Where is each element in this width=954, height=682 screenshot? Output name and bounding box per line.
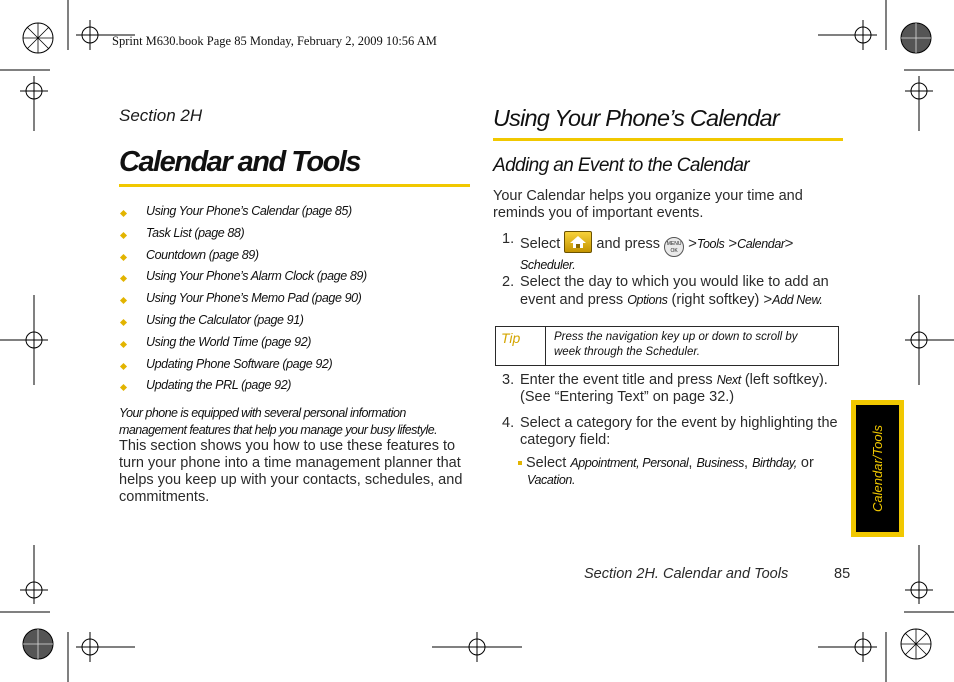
home-key-icon: [564, 231, 592, 253]
diamond-bullet-icon: [120, 275, 127, 282]
calendar-heading: Using Your Phone’s Calendar: [493, 105, 779, 131]
toc-item[interactable]: Updating Phone Software (page 92): [121, 357, 367, 379]
intro-text: This section shows you how to use these features to turn your phone into a time management planner that helps you keep up with your contacts, schedules, and commitments.: [119, 438, 463, 505]
side-tab-label: Calendar/Tools: [870, 425, 885, 512]
section-side-tab[interactable]: [851, 400, 904, 537]
print-header: Sprint M630.book Page 85 Monday, February 2, 2009 10:56 AM: [112, 34, 437, 48]
square-bullet-icon: [518, 461, 522, 465]
step-4: Select a category for the event by highlighting the category field:: [520, 415, 838, 448]
step-4-categories: Select Appointment, Personal, Business, Birthday, or Vacation.: [518, 455, 838, 489]
toc-item[interactable]: Countdown (page 89): [121, 248, 367, 270]
step-1: Select and press MENU OK >Tools >Calendar> Scheduler.: [520, 231, 840, 274]
toc-item[interactable]: Using Your Phone’s Alarm Clock (page 89): [121, 269, 367, 291]
toc-item[interactable]: Task List (page 88): [121, 226, 367, 248]
diamond-bullet-icon: [120, 319, 127, 326]
step-number: 4.: [502, 415, 515, 431]
footer-section: Section 2H. Calendar and Tools: [584, 566, 789, 582]
tip-label: Tip: [496, 327, 546, 365]
tip-box: [495, 326, 839, 366]
step-number: 1.: [502, 231, 515, 247]
toc-item[interactable]: Using the Calculator (page 91): [121, 313, 367, 335]
diamond-bullet-icon: [120, 384, 127, 391]
page-number: 85: [834, 566, 851, 582]
step-number: 3.: [502, 372, 515, 388]
title-rule: [119, 184, 470, 187]
diamond-bullet-icon: [120, 232, 127, 239]
toc-item[interactable]: Using Your Phone’s Calendar (page 85): [121, 204, 367, 226]
diamond-bullet-icon: [120, 341, 127, 348]
toc-item[interactable]: Using Your Phone’s Memo Pad (page 90): [121, 291, 367, 313]
diamond-bullet-icon: [120, 297, 127, 304]
step-3: Enter the event title and press Next (left softkey). (See “Entering Text” on page 32.): [520, 372, 828, 405]
step-number: 2.: [502, 274, 515, 290]
toc-item[interactable]: Using the World Time (page 92): [121, 335, 367, 357]
diamond-bullet-icon: [120, 254, 127, 261]
toc-item[interactable]: Updating the PRL (page 92): [121, 378, 367, 400]
intro-italic: Your phone is equipped with several personal information management features that help you manage your busy lifestyle.: [119, 406, 438, 437]
menu-ok-key-icon: MENU OK: [664, 237, 684, 257]
toc-list: [121, 204, 367, 400]
calendar-body: Your Calendar helps you organize your time and reminds you of important events.: [493, 188, 803, 221]
diamond-bullet-icon: [120, 210, 127, 217]
step-2: Select the day to which you would like to add an event and press Options (right softkey) >Add New.: [520, 274, 829, 308]
diamond-bullet-icon: [120, 363, 127, 370]
tip-text: Press the navigation key up or down to scroll by week through the Scheduler.: [554, 331, 798, 358]
section-label: Section 2H: [119, 106, 203, 125]
heading-rule: [493, 138, 843, 141]
page-title: Calendar and Tools: [119, 146, 361, 178]
calendar-subheading: Adding an Event to the Calendar: [493, 155, 750, 176]
